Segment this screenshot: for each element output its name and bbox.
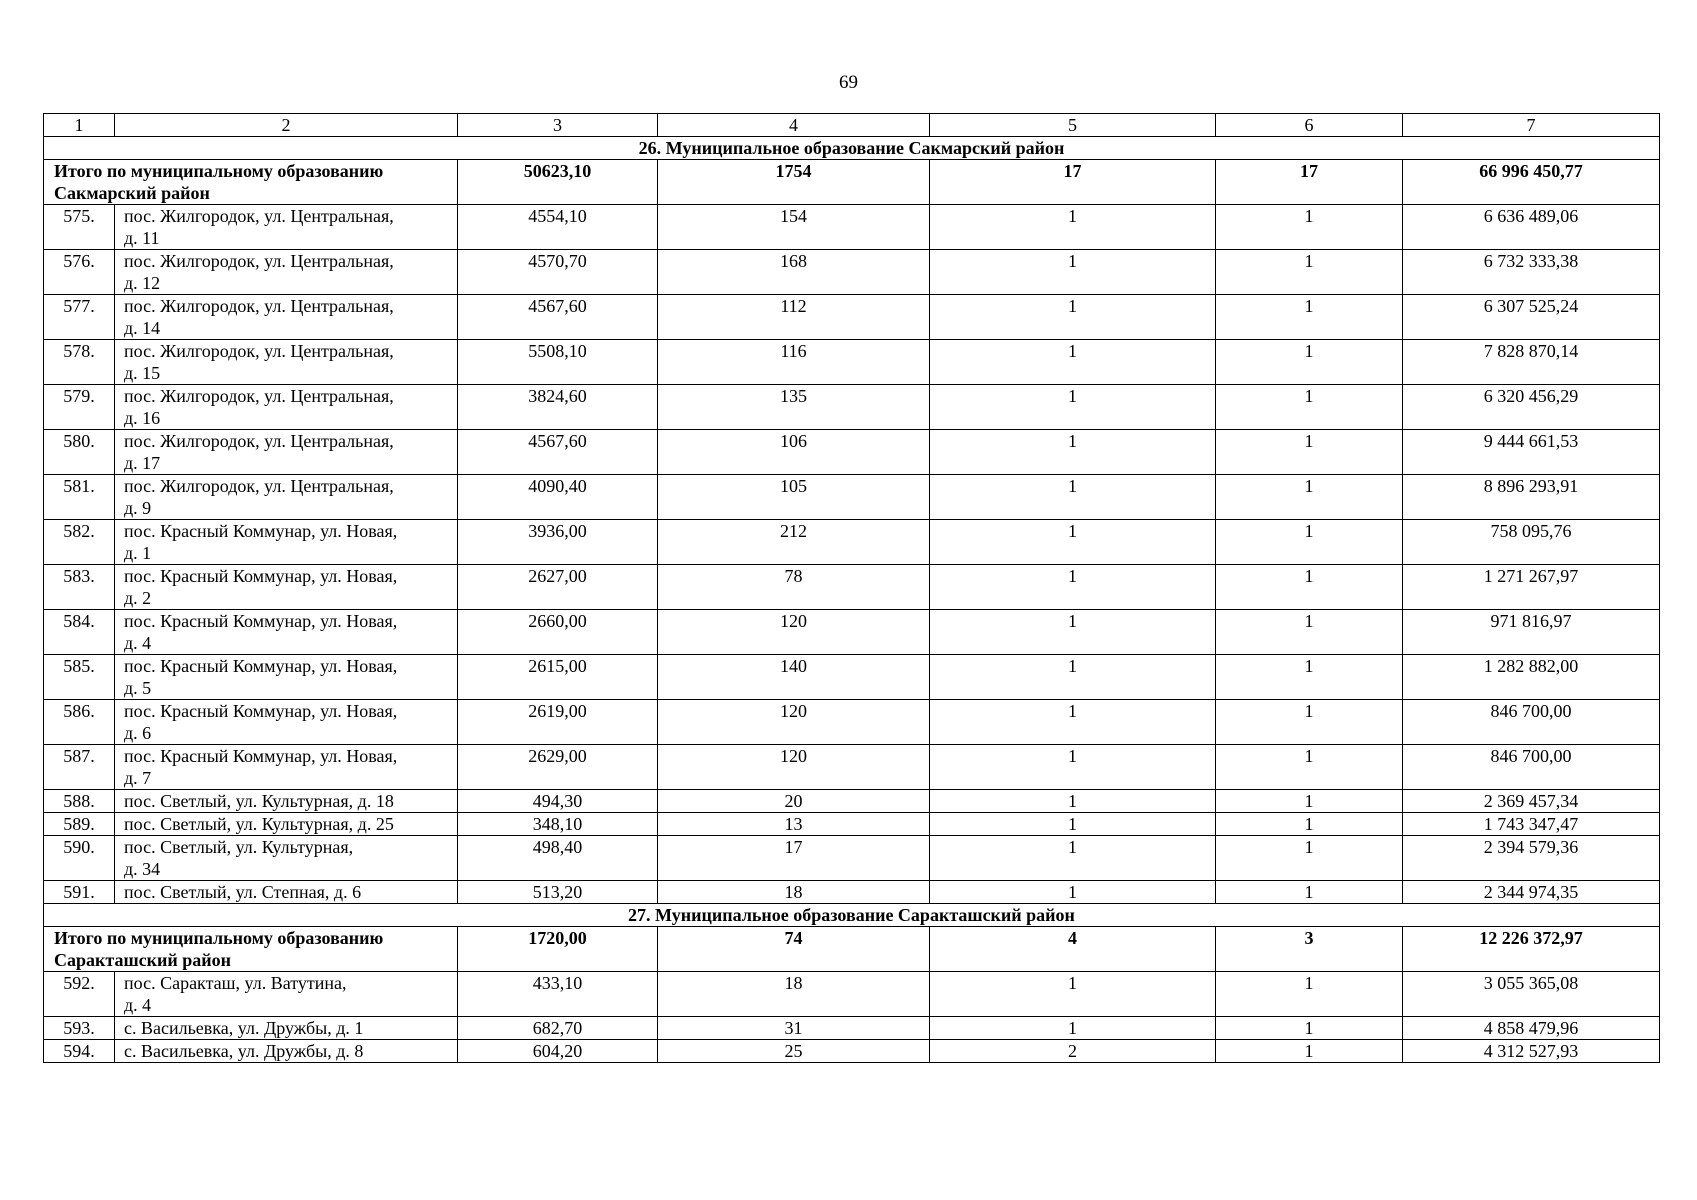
row-amount: 971 816,97 — [1403, 610, 1660, 655]
table-row — [44, 881, 1660, 904]
row-address — [115, 520, 458, 565]
row-address — [115, 700, 458, 745]
row-col6: 1 — [1216, 205, 1403, 250]
column-number: 7 — [1403, 114, 1660, 137]
row-amount: 758 095,76 — [1403, 520, 1660, 565]
section-total-row — [44, 160, 1660, 205]
address-line2: д. 16 — [124, 408, 161, 428]
address-line1: с. Васильевка, ул. Дружбы, д. 8 — [124, 1041, 364, 1061]
address-line1: пос. Красный Коммунар, ул. Новая, — [124, 611, 398, 631]
column-number-row — [44, 114, 1660, 137]
row-col5: 1 — [930, 1017, 1216, 1040]
row-area: 4567,60 — [458, 430, 658, 475]
row-address — [115, 340, 458, 385]
table-row — [44, 295, 1660, 340]
row-col6: 1 — [1216, 430, 1403, 475]
row-col4: 25 — [658, 1040, 930, 1063]
total-label-line2: Сакмарский район — [54, 183, 210, 203]
row-col5: 1 — [930, 475, 1216, 520]
row-amount: 6 307 525,24 — [1403, 295, 1660, 340]
row-col4: 140 — [658, 655, 930, 700]
row-amount: 8 896 293,91 — [1403, 475, 1660, 520]
table-row — [44, 340, 1660, 385]
row-col6: 1 — [1216, 972, 1403, 1017]
row-col4: 212 — [658, 520, 930, 565]
row-address — [115, 1040, 458, 1063]
row-col4: 31 — [658, 1017, 930, 1040]
row-amount: 6 732 333,38 — [1403, 250, 1660, 295]
address-line2: д. 17 — [124, 453, 161, 473]
row-area: 348,10 — [458, 813, 658, 836]
row-area: 2619,00 — [458, 700, 658, 745]
row-number: 581. — [44, 475, 115, 520]
row-col4: 20 — [658, 790, 930, 813]
table-row — [44, 475, 1660, 520]
row-col4: 120 — [658, 745, 930, 790]
row-number: 582. — [44, 520, 115, 565]
table-row — [44, 813, 1660, 836]
row-address — [115, 565, 458, 610]
row-amount: 846 700,00 — [1403, 745, 1660, 790]
row-col6: 1 — [1216, 385, 1403, 430]
address-line1: пос. Светлый, ул. Культурная, д. 25 — [124, 814, 394, 834]
row-amount: 846 700,00 — [1403, 700, 1660, 745]
table-row — [44, 1040, 1660, 1063]
address-line1: пос. Красный Коммунар, ул. Новая, — [124, 746, 398, 766]
row-address — [115, 610, 458, 655]
column-number: 6 — [1216, 114, 1403, 137]
row-address — [115, 836, 458, 881]
total-col5: 17 — [930, 160, 1216, 205]
address-line2: д. 34 — [124, 859, 161, 879]
table-body — [44, 114, 1660, 1063]
table-row — [44, 205, 1660, 250]
table-row — [44, 972, 1660, 1017]
row-number: 575. — [44, 205, 115, 250]
row-amount: 1 282 882,00 — [1403, 655, 1660, 700]
row-amount: 4 312 527,93 — [1403, 1040, 1660, 1063]
address-line1: пос. Жилгородок, ул. Центральная, — [124, 251, 394, 271]
row-area: 5508,10 — [458, 340, 658, 385]
table-row — [44, 655, 1660, 700]
row-address — [115, 250, 458, 295]
row-amount: 7 828 870,14 — [1403, 340, 1660, 385]
row-area: 2615,00 — [458, 655, 658, 700]
row-area: 494,30 — [458, 790, 658, 813]
row-number: 583. — [44, 565, 115, 610]
address-line2: д. 6 — [124, 723, 152, 743]
row-col6: 1 — [1216, 1017, 1403, 1040]
address-line1: пос. Красный Коммунар, ул. Новая, — [124, 701, 398, 721]
row-number: 578. — [44, 340, 115, 385]
row-col5: 1 — [930, 295, 1216, 340]
row-number: 591. — [44, 881, 115, 904]
section-total-row — [44, 927, 1660, 972]
row-number: 585. — [44, 655, 115, 700]
address-line2: д. 2 — [124, 588, 152, 608]
row-number: 590. — [44, 836, 115, 881]
total-col5: 4 — [930, 927, 1216, 972]
row-col4: 17 — [658, 836, 930, 881]
row-amount: 2 394 579,36 — [1403, 836, 1660, 881]
row-col5: 1 — [930, 385, 1216, 430]
row-amount: 6 320 456,29 — [1403, 385, 1660, 430]
row-area: 2629,00 — [458, 745, 658, 790]
row-col6: 1 — [1216, 565, 1403, 610]
total-area: 50623,10 — [458, 160, 658, 205]
total-col4: 1754 — [658, 160, 930, 205]
table-row — [44, 430, 1660, 475]
table-row — [44, 836, 1660, 881]
row-col4: 135 — [658, 385, 930, 430]
row-amount: 2 344 974,35 — [1403, 881, 1660, 904]
row-number: 588. — [44, 790, 115, 813]
total-area: 1720,00 — [458, 927, 658, 972]
row-area: 498,40 — [458, 836, 658, 881]
row-col6: 1 — [1216, 655, 1403, 700]
address-line2: д. 4 — [124, 633, 152, 653]
row-col4: 120 — [658, 700, 930, 745]
row-col5: 1 — [930, 610, 1216, 655]
row-col6: 1 — [1216, 836, 1403, 881]
address-line1: пос. Жилгородок, ул. Центральная, — [124, 206, 394, 226]
address-line1: пос. Жилгородок, ул. Центральная, — [124, 431, 394, 451]
address-line1: с. Васильевка, ул. Дружбы, д. 1 — [124, 1018, 364, 1038]
total-amount: 66 996 450,77 — [1403, 160, 1660, 205]
row-col4: 116 — [658, 340, 930, 385]
row-col4: 18 — [658, 972, 930, 1017]
row-address — [115, 295, 458, 340]
total-col6: 3 — [1216, 927, 1403, 972]
row-number: 586. — [44, 700, 115, 745]
row-address — [115, 385, 458, 430]
address-line2: д. 5 — [124, 678, 152, 698]
table-row — [44, 385, 1660, 430]
row-col5: 1 — [930, 813, 1216, 836]
row-col6: 1 — [1216, 813, 1403, 836]
row-area: 2627,00 — [458, 565, 658, 610]
row-number: 577. — [44, 295, 115, 340]
row-col4: 18 — [658, 881, 930, 904]
row-number: 579. — [44, 385, 115, 430]
row-area: 4090,40 — [458, 475, 658, 520]
row-address — [115, 881, 458, 904]
row-col6: 1 — [1216, 610, 1403, 655]
row-area: 604,20 — [458, 1040, 658, 1063]
total-col6: 17 — [1216, 160, 1403, 205]
row-col4: 112 — [658, 295, 930, 340]
total-label-line2: Саракташский район — [54, 950, 231, 970]
row-address — [115, 430, 458, 475]
address-line1: пос. Красный Коммунар, ул. Новая, — [124, 656, 398, 676]
address-line1: пос. Жилгородок, ул. Центральная, — [124, 296, 394, 316]
row-amount: 6 636 489,06 — [1403, 205, 1660, 250]
table-row — [44, 610, 1660, 655]
row-amount: 2 369 457,34 — [1403, 790, 1660, 813]
row-amount: 4 858 479,96 — [1403, 1017, 1660, 1040]
address-line1: пос. Светлый, ул. Культурная, д. 18 — [124, 791, 394, 811]
row-col5: 1 — [930, 340, 1216, 385]
row-number: 587. — [44, 745, 115, 790]
page-number: 69 — [839, 72, 858, 93]
section-header-row — [44, 137, 1660, 160]
row-number: 576. — [44, 250, 115, 295]
total-amount: 12 226 372,97 — [1403, 927, 1660, 972]
address-line2: д. 7 — [124, 768, 152, 788]
row-area: 3824,60 — [458, 385, 658, 430]
row-col4: 78 — [658, 565, 930, 610]
row-col6: 1 — [1216, 1040, 1403, 1063]
row-col4: 106 — [658, 430, 930, 475]
row-col6: 1 — [1216, 295, 1403, 340]
row-area: 2660,00 — [458, 610, 658, 655]
row-area: 433,10 — [458, 972, 658, 1017]
row-area: 4567,60 — [458, 295, 658, 340]
row-area: 513,20 — [458, 881, 658, 904]
row-area: 4570,70 — [458, 250, 658, 295]
row-col5: 1 — [930, 745, 1216, 790]
row-address — [115, 745, 458, 790]
total-label-line1: Итого по муниципальному образованию — [54, 161, 384, 181]
column-number: 1 — [44, 114, 115, 137]
data-table — [43, 113, 1660, 1063]
address-line1: пос. Жилгородок, ул. Центральная, — [124, 341, 394, 361]
address-line2: д. 14 — [124, 318, 161, 338]
row-col4: 154 — [658, 205, 930, 250]
row-amount: 3 055 365,08 — [1403, 972, 1660, 1017]
address-line1: пос. Светлый, ул. Культурная, — [124, 837, 354, 857]
row-col6: 1 — [1216, 340, 1403, 385]
total-label — [44, 927, 458, 972]
row-address — [115, 475, 458, 520]
row-col6: 1 — [1216, 475, 1403, 520]
row-col5: 1 — [930, 836, 1216, 881]
column-number: 4 — [658, 114, 930, 137]
row-col5: 1 — [930, 205, 1216, 250]
address-line2: д. 12 — [124, 273, 161, 293]
row-col4: 168 — [658, 250, 930, 295]
address-line2: д. 1 — [124, 543, 152, 563]
row-address — [115, 205, 458, 250]
row-col5: 1 — [930, 700, 1216, 745]
total-label — [44, 160, 458, 205]
row-col5: 2 — [930, 1040, 1216, 1063]
total-col4: 74 — [658, 927, 930, 972]
row-number: 584. — [44, 610, 115, 655]
row-col5: 1 — [930, 520, 1216, 565]
row-col6: 1 — [1216, 520, 1403, 565]
row-area: 4554,10 — [458, 205, 658, 250]
address-line1: пос. Жилгородок, ул. Центральная, — [124, 476, 394, 496]
row-col4: 120 — [658, 610, 930, 655]
row-address — [115, 972, 458, 1017]
row-col5: 1 — [930, 565, 1216, 610]
row-area: 682,70 — [458, 1017, 658, 1040]
address-line1: пос. Красный Коммунар, ул. Новая, — [124, 521, 398, 541]
section-header-row — [44, 904, 1660, 927]
row-col6: 1 — [1216, 745, 1403, 790]
row-col6: 1 — [1216, 250, 1403, 295]
address-line1: пос. Саракташ, ул. Ватутина, — [124, 973, 347, 993]
table-row — [44, 745, 1660, 790]
row-amount: 9 444 661,53 — [1403, 430, 1660, 475]
row-address — [115, 655, 458, 700]
row-col5: 1 — [930, 430, 1216, 475]
row-address — [115, 813, 458, 836]
address-line1: пос. Жилгородок, ул. Центральная, — [124, 386, 394, 406]
row-amount: 1 271 267,97 — [1403, 565, 1660, 610]
row-col5: 1 — [930, 250, 1216, 295]
table-row — [44, 700, 1660, 745]
row-number: 589. — [44, 813, 115, 836]
column-number: 3 — [458, 114, 658, 137]
row-number: 592. — [44, 972, 115, 1017]
row-col6: 1 — [1216, 700, 1403, 745]
column-number: 2 — [115, 114, 458, 137]
address-line1: пос. Светлый, ул. Степная, д. 6 — [124, 882, 362, 902]
row-col4: 13 — [658, 813, 930, 836]
row-number: 580. — [44, 430, 115, 475]
section-title: 26. Муниципальное образование Сакмарский район — [44, 137, 1660, 160]
table-row — [44, 1017, 1660, 1040]
table-row — [44, 250, 1660, 295]
row-col5: 1 — [930, 790, 1216, 813]
row-col6: 1 — [1216, 790, 1403, 813]
total-label-line1: Итого по муниципальному образованию — [54, 928, 384, 948]
address-line2: д. 9 — [124, 498, 152, 518]
address-line2: д. 11 — [124, 228, 160, 248]
address-line2: д. 15 — [124, 363, 161, 383]
row-area: 3936,00 — [458, 520, 658, 565]
row-address — [115, 790, 458, 813]
row-address — [115, 1017, 458, 1040]
table-row — [44, 790, 1660, 813]
row-col6: 1 — [1216, 881, 1403, 904]
table-row — [44, 520, 1660, 565]
table-row — [44, 565, 1660, 610]
address-line2: д. 4 — [124, 995, 152, 1015]
row-amount: 1 743 347,47 — [1403, 813, 1660, 836]
row-col4: 105 — [658, 475, 930, 520]
row-col5: 1 — [930, 881, 1216, 904]
section-title: 27. Муниципальное образование Саракташский район — [44, 904, 1660, 927]
row-number: 593. — [44, 1017, 115, 1040]
column-number: 5 — [930, 114, 1216, 137]
row-col5: 1 — [930, 655, 1216, 700]
row-col5: 1 — [930, 972, 1216, 1017]
address-line1: пос. Красный Коммунар, ул. Новая, — [124, 566, 398, 586]
row-number: 594. — [44, 1040, 115, 1063]
